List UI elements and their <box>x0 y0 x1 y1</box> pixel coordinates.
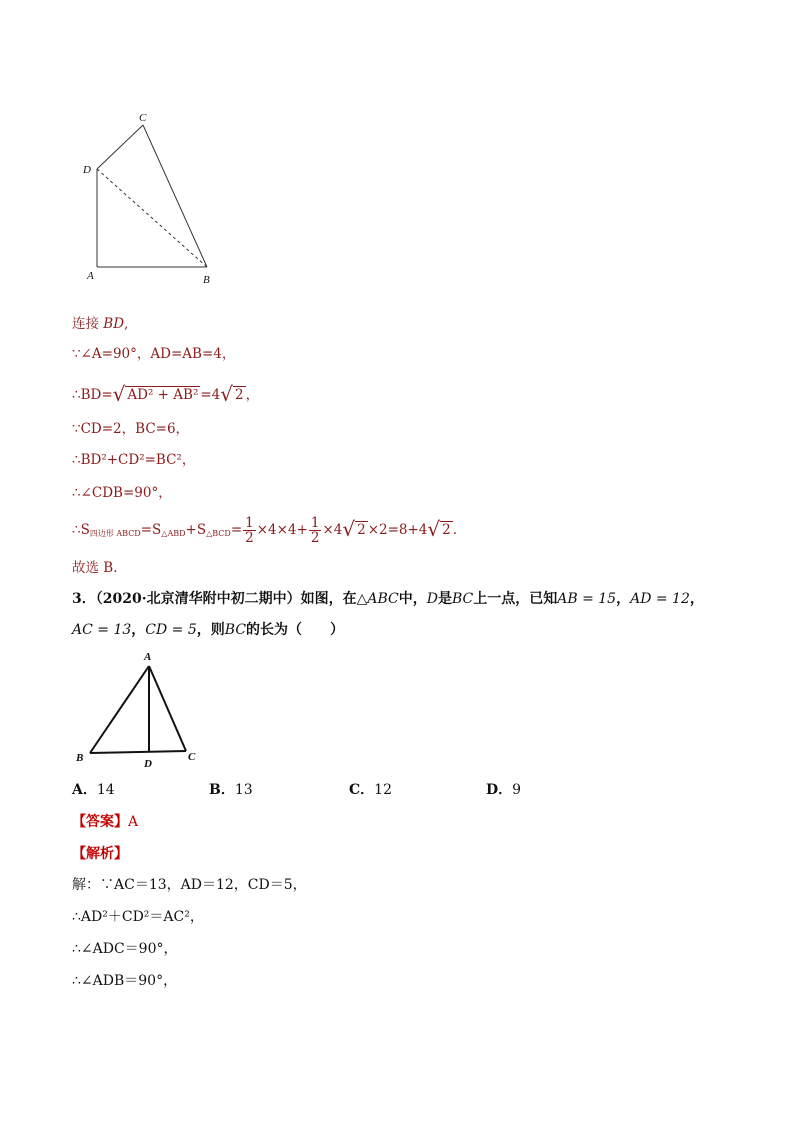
quadrilateral-figure <box>80 108 230 290</box>
vertex-c-label: C <box>188 751 196 763</box>
diagonal-bd <box>97 169 207 267</box>
solution1-conclusion: 故选 B. <box>72 560 118 576</box>
vertex-b-label: B <box>76 752 84 764</box>
option-b[interactable]: B．13 <box>209 782 253 798</box>
solution1-line5: ∴BD²+CD²=BC²， <box>72 452 196 468</box>
answer-label: 【答案】 <box>72 814 128 830</box>
vertex-a-label: A <box>144 651 152 663</box>
vertex-c-label: C <box>139 112 147 124</box>
edge-bc <box>143 125 207 267</box>
option-d[interactable]: D．9 <box>486 782 522 798</box>
solution2-line4: ∴∠ADB＝90°， <box>72 973 178 989</box>
vertex-d-label: D <box>144 758 152 770</box>
edge-cd <box>97 125 143 169</box>
question3-stem-line2: AC = 13，CD = 5，则BC的长为（ ） <box>72 622 345 638</box>
solution2-line1: 解：∵AC＝13，AD＝12，CD＝5， <box>72 877 307 893</box>
edge-ab <box>90 666 149 753</box>
solution1-line6: ∴∠CDB=90°， <box>72 485 172 501</box>
solution1-line2: ∵∠A=90°，AD=AB=4， <box>72 346 236 362</box>
question3-stem-line1: 3．（2020·北京清华附中初二期中）如图，在△ABC中，D是BC上一点，已知AB = 15，AD = 12， <box>72 591 704 607</box>
triangle-figure <box>72 646 212 770</box>
option-c[interactable]: C．12 <box>349 782 392 798</box>
vertex-a-label: A <box>87 270 94 282</box>
answer-value: A <box>128 814 139 830</box>
option-a[interactable]: A．14 <box>72 782 115 798</box>
fraction-half-1: $\frac{1}{2}$ <box>245 515 254 546</box>
solution2-line2: ∴AD²＋CD²＝AC²， <box>72 909 204 925</box>
vertex-b-label: B <box>203 274 210 286</box>
edge-ac <box>149 666 186 751</box>
solution1-line1: 连接 BD, <box>72 316 129 332</box>
vertex-d-label: D <box>83 164 91 176</box>
edge-bc <box>90 751 186 753</box>
solution2-line3: ∴∠ADC＝90°， <box>72 941 178 957</box>
solution1-line7: $\therefore S_{四边形 ABCD}=S_{\triangle ABD}+S_{\triangle BCD}=$ $\frac{1}{2}$ ×4×4+ $\frac{1}{2}$ ×4√ 2 ×2=8+4√ 2 . <box>72 515 458 546</box>
fraction-half-2: $\frac{1}{2}$ <box>310 515 320 546</box>
solution1-line4: ∵CD=2，BC=6， <box>72 421 190 437</box>
analysis-heading: 【解析】 <box>72 846 128 862</box>
answer-line <box>72 813 138 831</box>
solution1-line3: ∴BD=√ AD² + AB² =4√ 2 ， <box>72 382 260 406</box>
